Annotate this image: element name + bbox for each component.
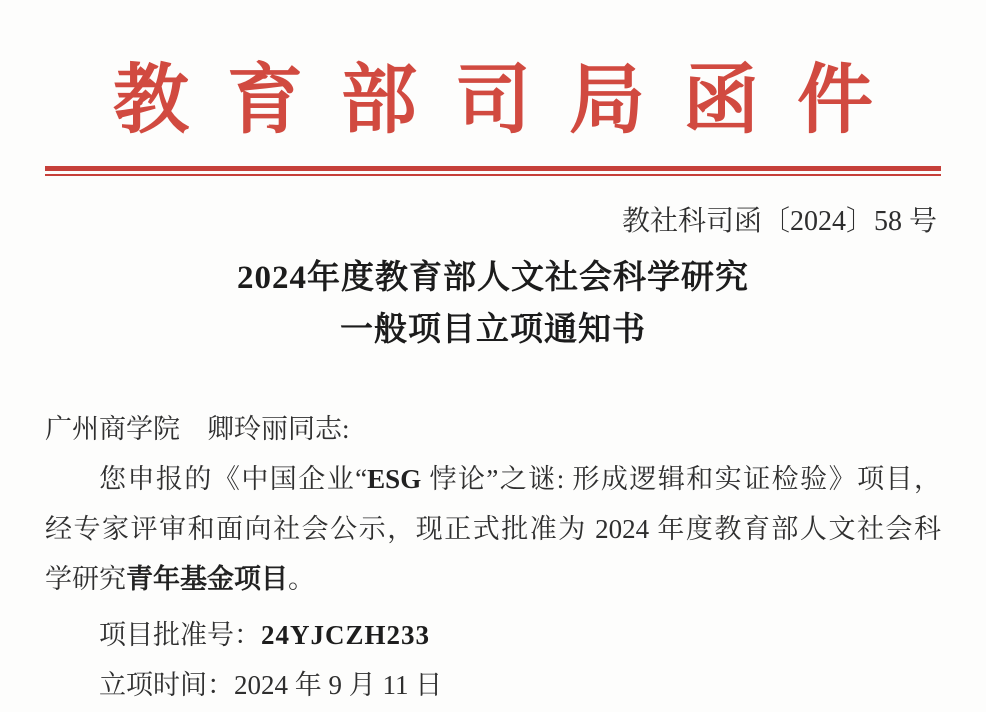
salutation: 广州商学院 卿玲丽同志: (45, 414, 350, 444)
approval-number-value: 24YJCZH233 (261, 620, 431, 650)
body-line-3 (45, 554, 941, 604)
body-line-3-text-a: 学研究 (45, 564, 126, 594)
letter-body (45, 404, 941, 710)
approval-number-label: 项目批准号： (99, 620, 261, 650)
approval-date-line (45, 660, 941, 710)
document-title-line1: 2024年度教育部人文社会科学研究 (237, 260, 749, 296)
masthead-title: 教育部司局函件 (113, 59, 911, 143)
project-fields (45, 610, 941, 710)
rule-thin-line (45, 174, 941, 176)
project-title-esg-bold: ESG (367, 464, 422, 494)
body-line-1-text-b: 悖论”之谜: 形成逻辑和实证检验》项目， (421, 464, 941, 494)
reference-number: 教社科司函〔2024〕58 号 (621, 206, 937, 237)
body-line-2: 经专家评审和面向社会公示，现正式批准为 2024 年度教育部人文社会科 (45, 514, 941, 544)
approval-number-line (45, 610, 941, 660)
body-line-3-text-b: 。 (288, 564, 315, 594)
approval-date-label: 立项时间： (99, 670, 234, 700)
body-line-1-text-a: 您申报的《中国企业“ (99, 464, 368, 494)
fund-category-bold: 青年基金项目 (126, 564, 288, 594)
document-title (45, 252, 941, 356)
masthead-double-rule (45, 166, 941, 176)
document-masthead (0, 0, 986, 176)
document-title-line2: 一般项目立项通知书 (340, 312, 646, 348)
approval-date-value: 2024 年 9 月 11 日 (234, 670, 443, 700)
body-line-1 (45, 454, 941, 504)
